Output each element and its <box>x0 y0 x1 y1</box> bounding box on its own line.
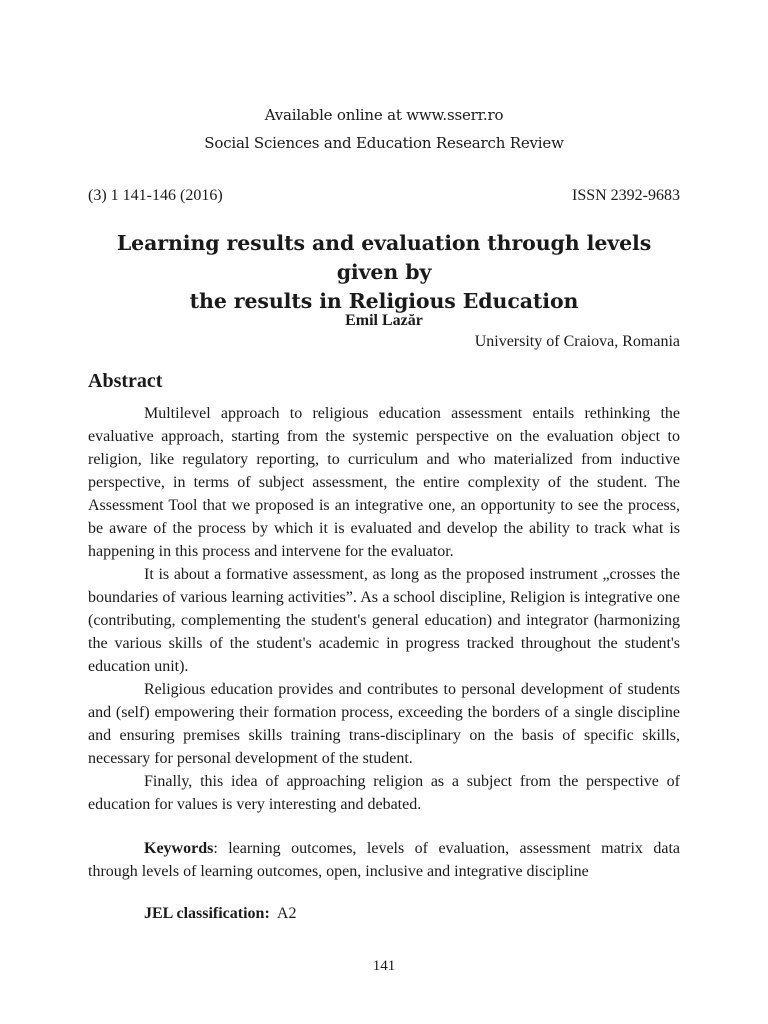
abstract-paragraph-4: Finally, this idea of approaching religion as a subject from the perspective of education for values is very interesting and debated. <box>88 773 680 813</box>
article-title-line-1: Learning results and evaluation through levels given by <box>116 231 652 284</box>
jel-label: JEL classification: <box>144 905 270 922</box>
citation: (3) 1 141-146 (2016) <box>88 187 223 204</box>
article-title <box>88 229 680 316</box>
abstract-paragraph-3: Religious education provides and contributes to personal development of students and (self) empowering their formation process, exceeding the borders of a single discipline and ensuring premises skills training trans-disciplinary on the basis of specific skills, necessary for personal development of the student. <box>88 681 680 767</box>
author-name: Emil Lazăr <box>345 312 423 329</box>
citation-row <box>88 187 680 205</box>
journal-name: Social Sciences and Education Research Review <box>204 134 564 152</box>
jel-classification <box>144 905 296 923</box>
abstract-paragraph-1: Multilevel approach to religious education assessment entails rethinking the evaluative approach, starting from the systemic perspective on the evaluation object to religion, like regulatory reporting, to curriculum and who materialized from inductive perspective, in terms of subject assessment, the entire complexity of the student. The Assessment Tool that we proposed is an integrative one, an opportunity to see the process, be aware of the process by which it is evaluated and develop the ability to track what is happening in this process and intervene for the evaluator. <box>88 405 680 560</box>
article-title-line-2: the results in Religious Education <box>189 289 579 313</box>
abstract-paragraph-2: It is about a formative assessment, as long as the proposed instrument „crosses the boundaries of various learning activities”. As a school discipline, Religion is integrative one (contributing, complementing the student's general education) and integrator (harmonizing the various skills of the student's academic in progress tracked throughout the student's education unit). <box>88 566 680 675</box>
abstract-heading: Abstract <box>88 370 163 392</box>
author-affiliation: University of Craiova, Romania <box>474 333 680 350</box>
keywords-label: Keywords <box>144 840 214 857</box>
journal-availability-line: Available online at www.sserr.ro <box>264 106 504 124</box>
keywords-text: : learning outcomes, levels of evaluation, assessment matrix data through levels of learning outcomes, open, inclusive and integrative discipline <box>88 840 680 880</box>
keywords-section <box>88 837 680 883</box>
jel-value: A2 <box>276 905 297 922</box>
page-number: 141 <box>372 958 396 974</box>
issn: ISSN 2392-9683 <box>571 187 680 204</box>
abstract-body <box>88 402 680 816</box>
